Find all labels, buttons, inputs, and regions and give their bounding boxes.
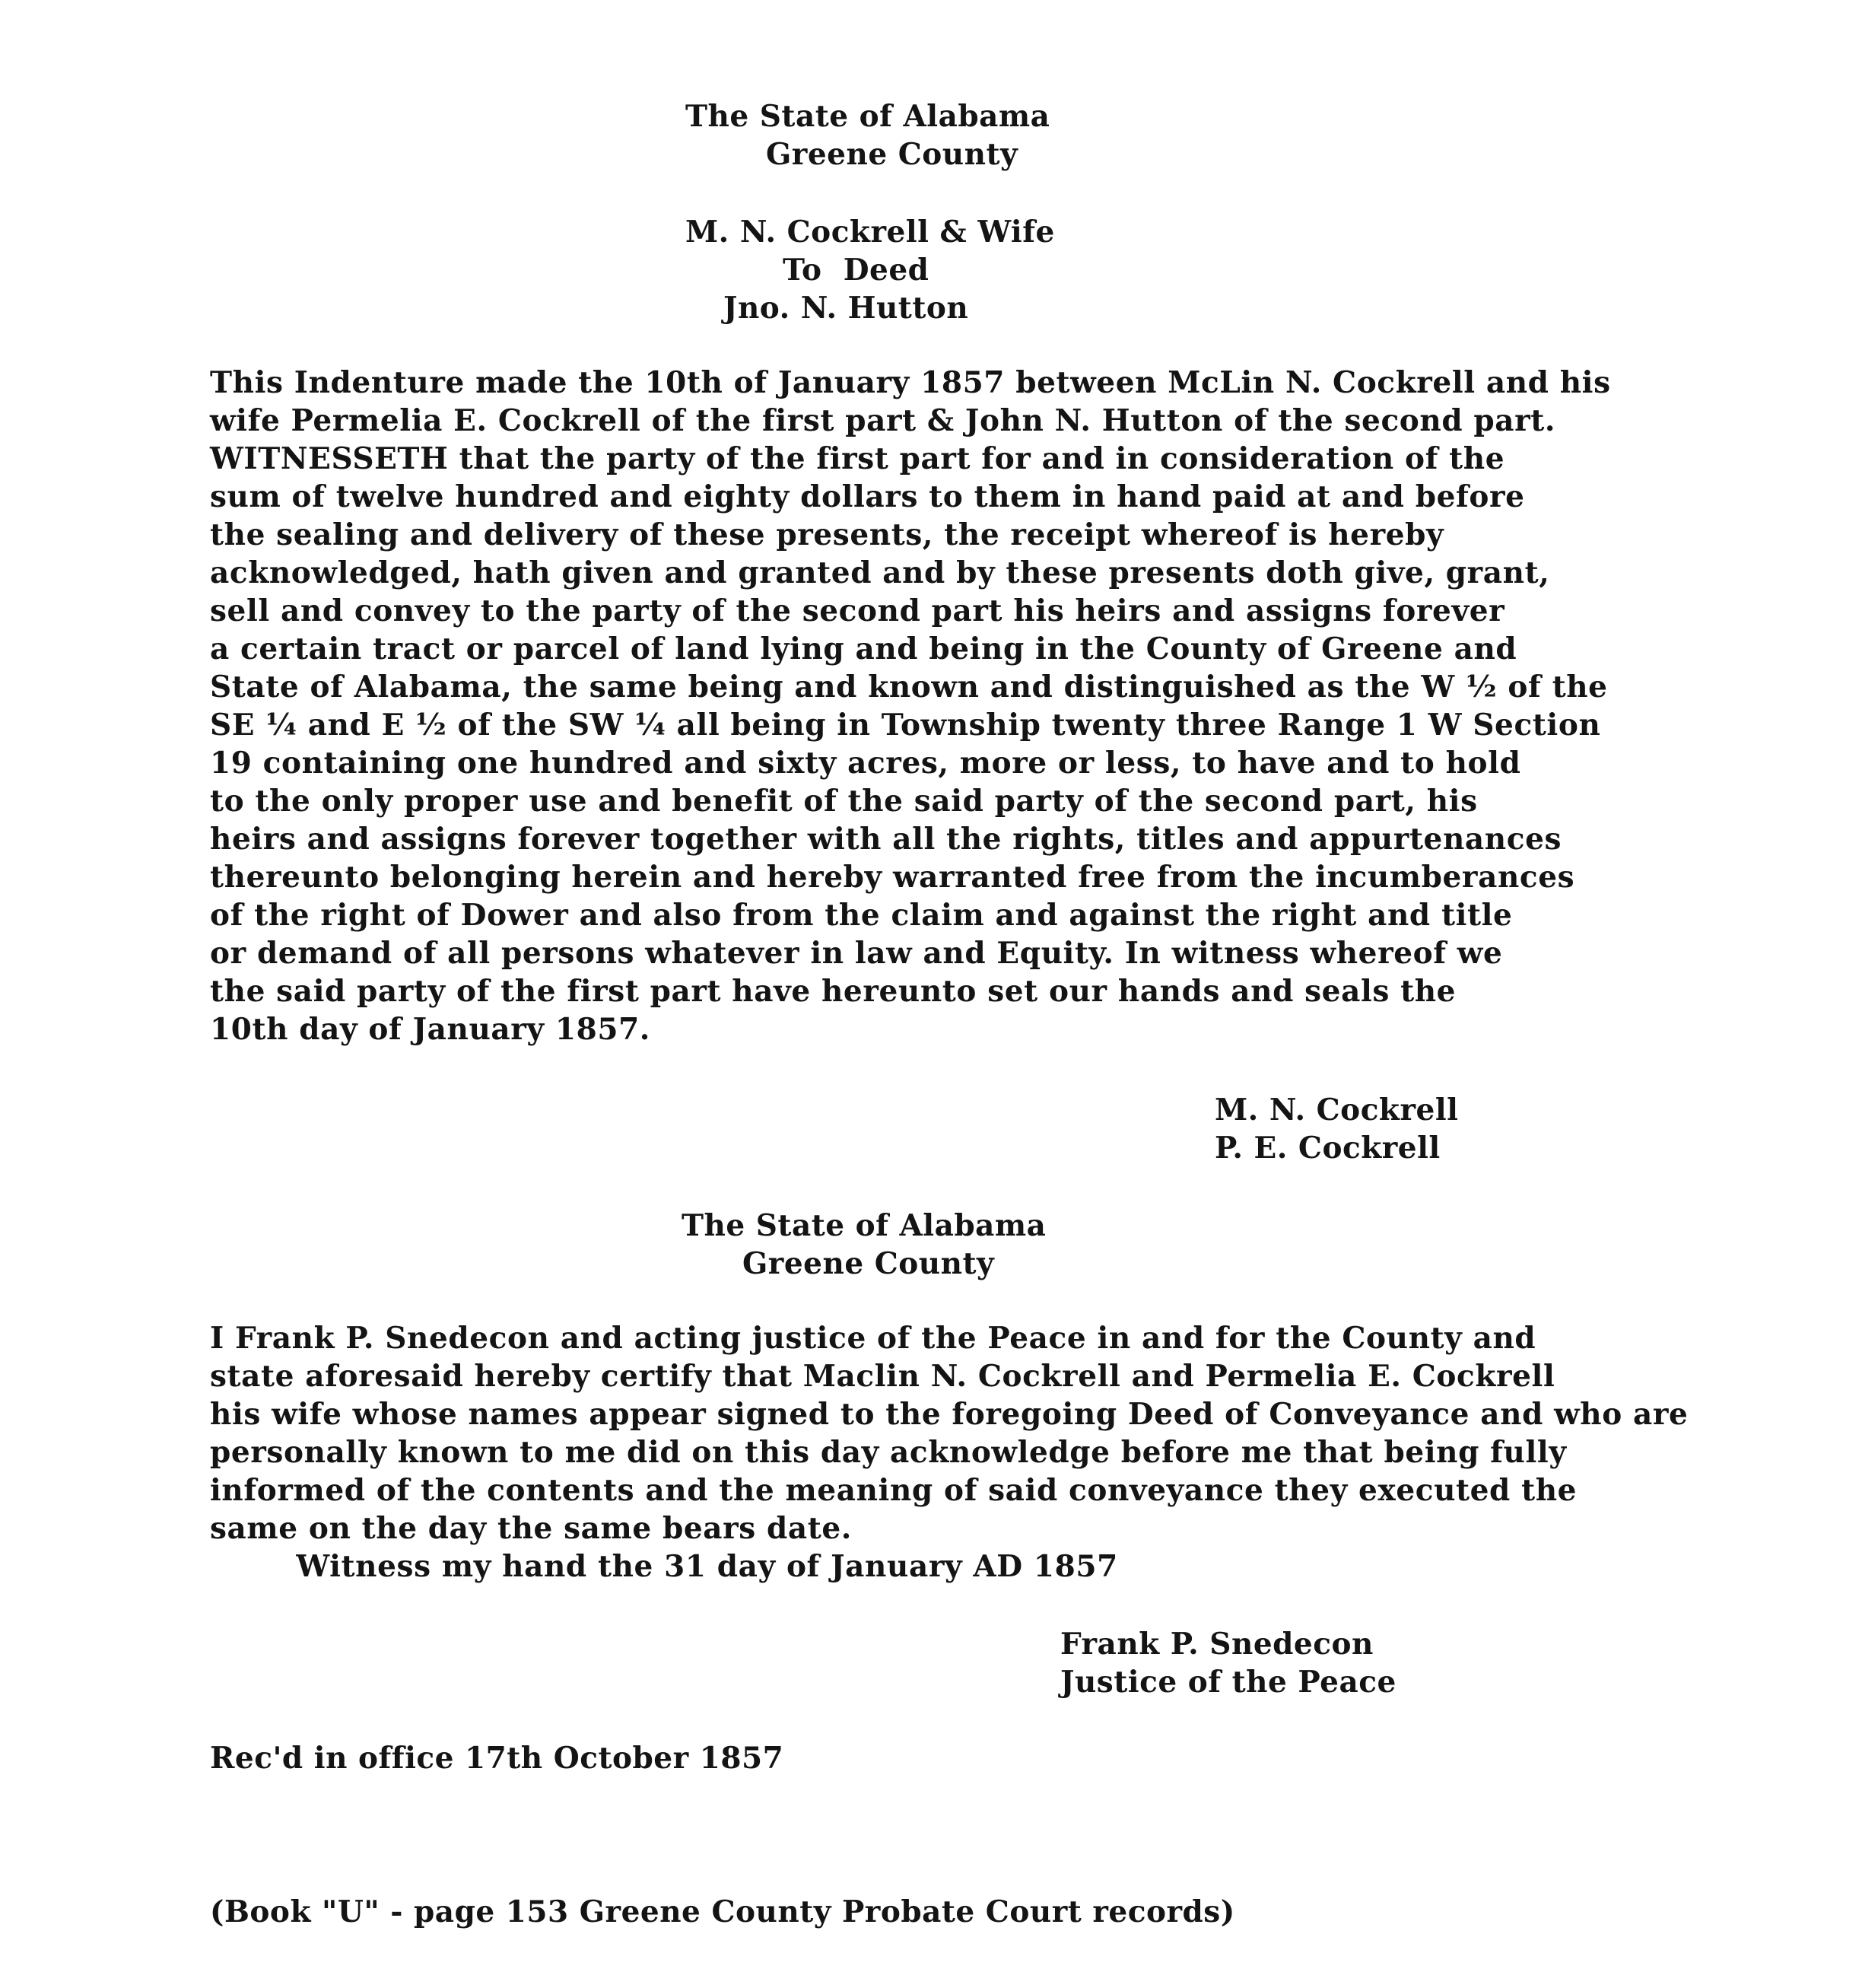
indenture-line: thereunto belonging herein and hereby warranted free from the incumberances xyxy=(210,860,1575,895)
certificate-line: his wife whose names appear signed to the foregoing Deed of Conveyance and who are xyxy=(210,1397,1689,1432)
certificate-paragraph xyxy=(210,1319,1807,1586)
indenture-line: or demand of all persons whatever in law and Equity. In witness whereof we xyxy=(210,936,1503,971)
deed-title-type: To Deed xyxy=(783,253,929,288)
signature-justice-name: Frank P. Snedecon xyxy=(1060,1627,1374,1662)
recorded-note: Rec'd in office 17th October 1857 xyxy=(210,1741,784,1776)
indenture-line: sell and convey to the party of the second part his heirs and assigns forever xyxy=(210,593,1505,628)
heading-county-2: Greene County xyxy=(742,1246,995,1281)
certificate-line: same on the day the same bears date. xyxy=(210,1511,852,1546)
indenture-line: the sealing and delivery of these presents, the receipt whereof is hereby xyxy=(210,517,1444,552)
indenture-line: WITNESSETH that the party of the first part for and in consideration of the xyxy=(210,441,1505,476)
indenture-line: SE ¼ and E ½ of the SW ¼ all being in Township twenty three Range 1 W Section xyxy=(210,708,1601,743)
certificate-line: I Frank P. Snedecon and acting justice of the Peace in and for the County and xyxy=(210,1321,1536,1356)
certificate-line: personally known to me did on this day acknowledge before me that being fully xyxy=(210,1435,1567,1470)
heading-county-1: Greene County xyxy=(766,137,1018,172)
signature-grantor-husband: M. N. Cockrell xyxy=(1215,1093,1459,1128)
certificate-line: state aforesaid hereby certify that Maclin N. Cockrell and Permelia E. Cockrell xyxy=(210,1359,1555,1394)
indenture-line: This Indenture made the 10th of January 1857 between McLin N. Cockrell and his xyxy=(210,365,1611,400)
signature-grantor-wife: P. E. Cockrell xyxy=(1215,1131,1441,1166)
indenture-line: the said party of the first part have hereunto set our hands and seals the xyxy=(210,974,1457,1009)
signature-justice-title: Justice of the Peace xyxy=(1060,1665,1396,1700)
heading-state-2: The State of Alabama xyxy=(682,1208,1047,1243)
deed-title-grantee: Jno. N. Hutton xyxy=(723,291,969,326)
indenture-line: wife Permelia E. Cockrell of the first part & John N. Hutton of the second part. xyxy=(210,403,1556,438)
indenture-line: heirs and assigns forever together with all the rights, titles and appurtenances xyxy=(210,822,1562,857)
heading-state-1: The State of Alabama xyxy=(685,99,1050,134)
certificate-witness-line: Witness my hand the 31 day of January AD 1857 xyxy=(210,1549,1118,1584)
book-citation: (Book "U" - page 153 Greene County Probate Court records) xyxy=(210,1894,1235,1929)
indenture-line: acknowledged, hath given and granted and by these presents doth give, grant, xyxy=(210,555,1550,590)
indenture-line: 19 containing one hundred and sixty acres, more or less, to have and to hold xyxy=(210,746,1521,781)
indenture-line: sum of twelve hundred and eighty dollars to them in hand paid at and before xyxy=(210,479,1525,514)
indenture-line: a certain tract or parcel of land lying and being in the County of Greene and xyxy=(210,631,1517,666)
indenture-line: of the right of Dower and also from the claim and against the right and title xyxy=(210,898,1513,933)
indenture-line: to the only proper use and benefit of the said party of the second part, his xyxy=(210,784,1478,819)
deed-title-parties: M. N. Cockrell & Wife xyxy=(685,215,1055,250)
indenture-paragraph xyxy=(210,364,1807,1048)
certificate-line: informed of the contents and the meaning of said conveyance they executed the xyxy=(210,1473,1578,1508)
indenture-line: 10th day of January 1857. xyxy=(210,1012,650,1047)
indenture-line: State of Alabama, the same being and known and distinguished as the W ½ of the xyxy=(210,670,1608,705)
